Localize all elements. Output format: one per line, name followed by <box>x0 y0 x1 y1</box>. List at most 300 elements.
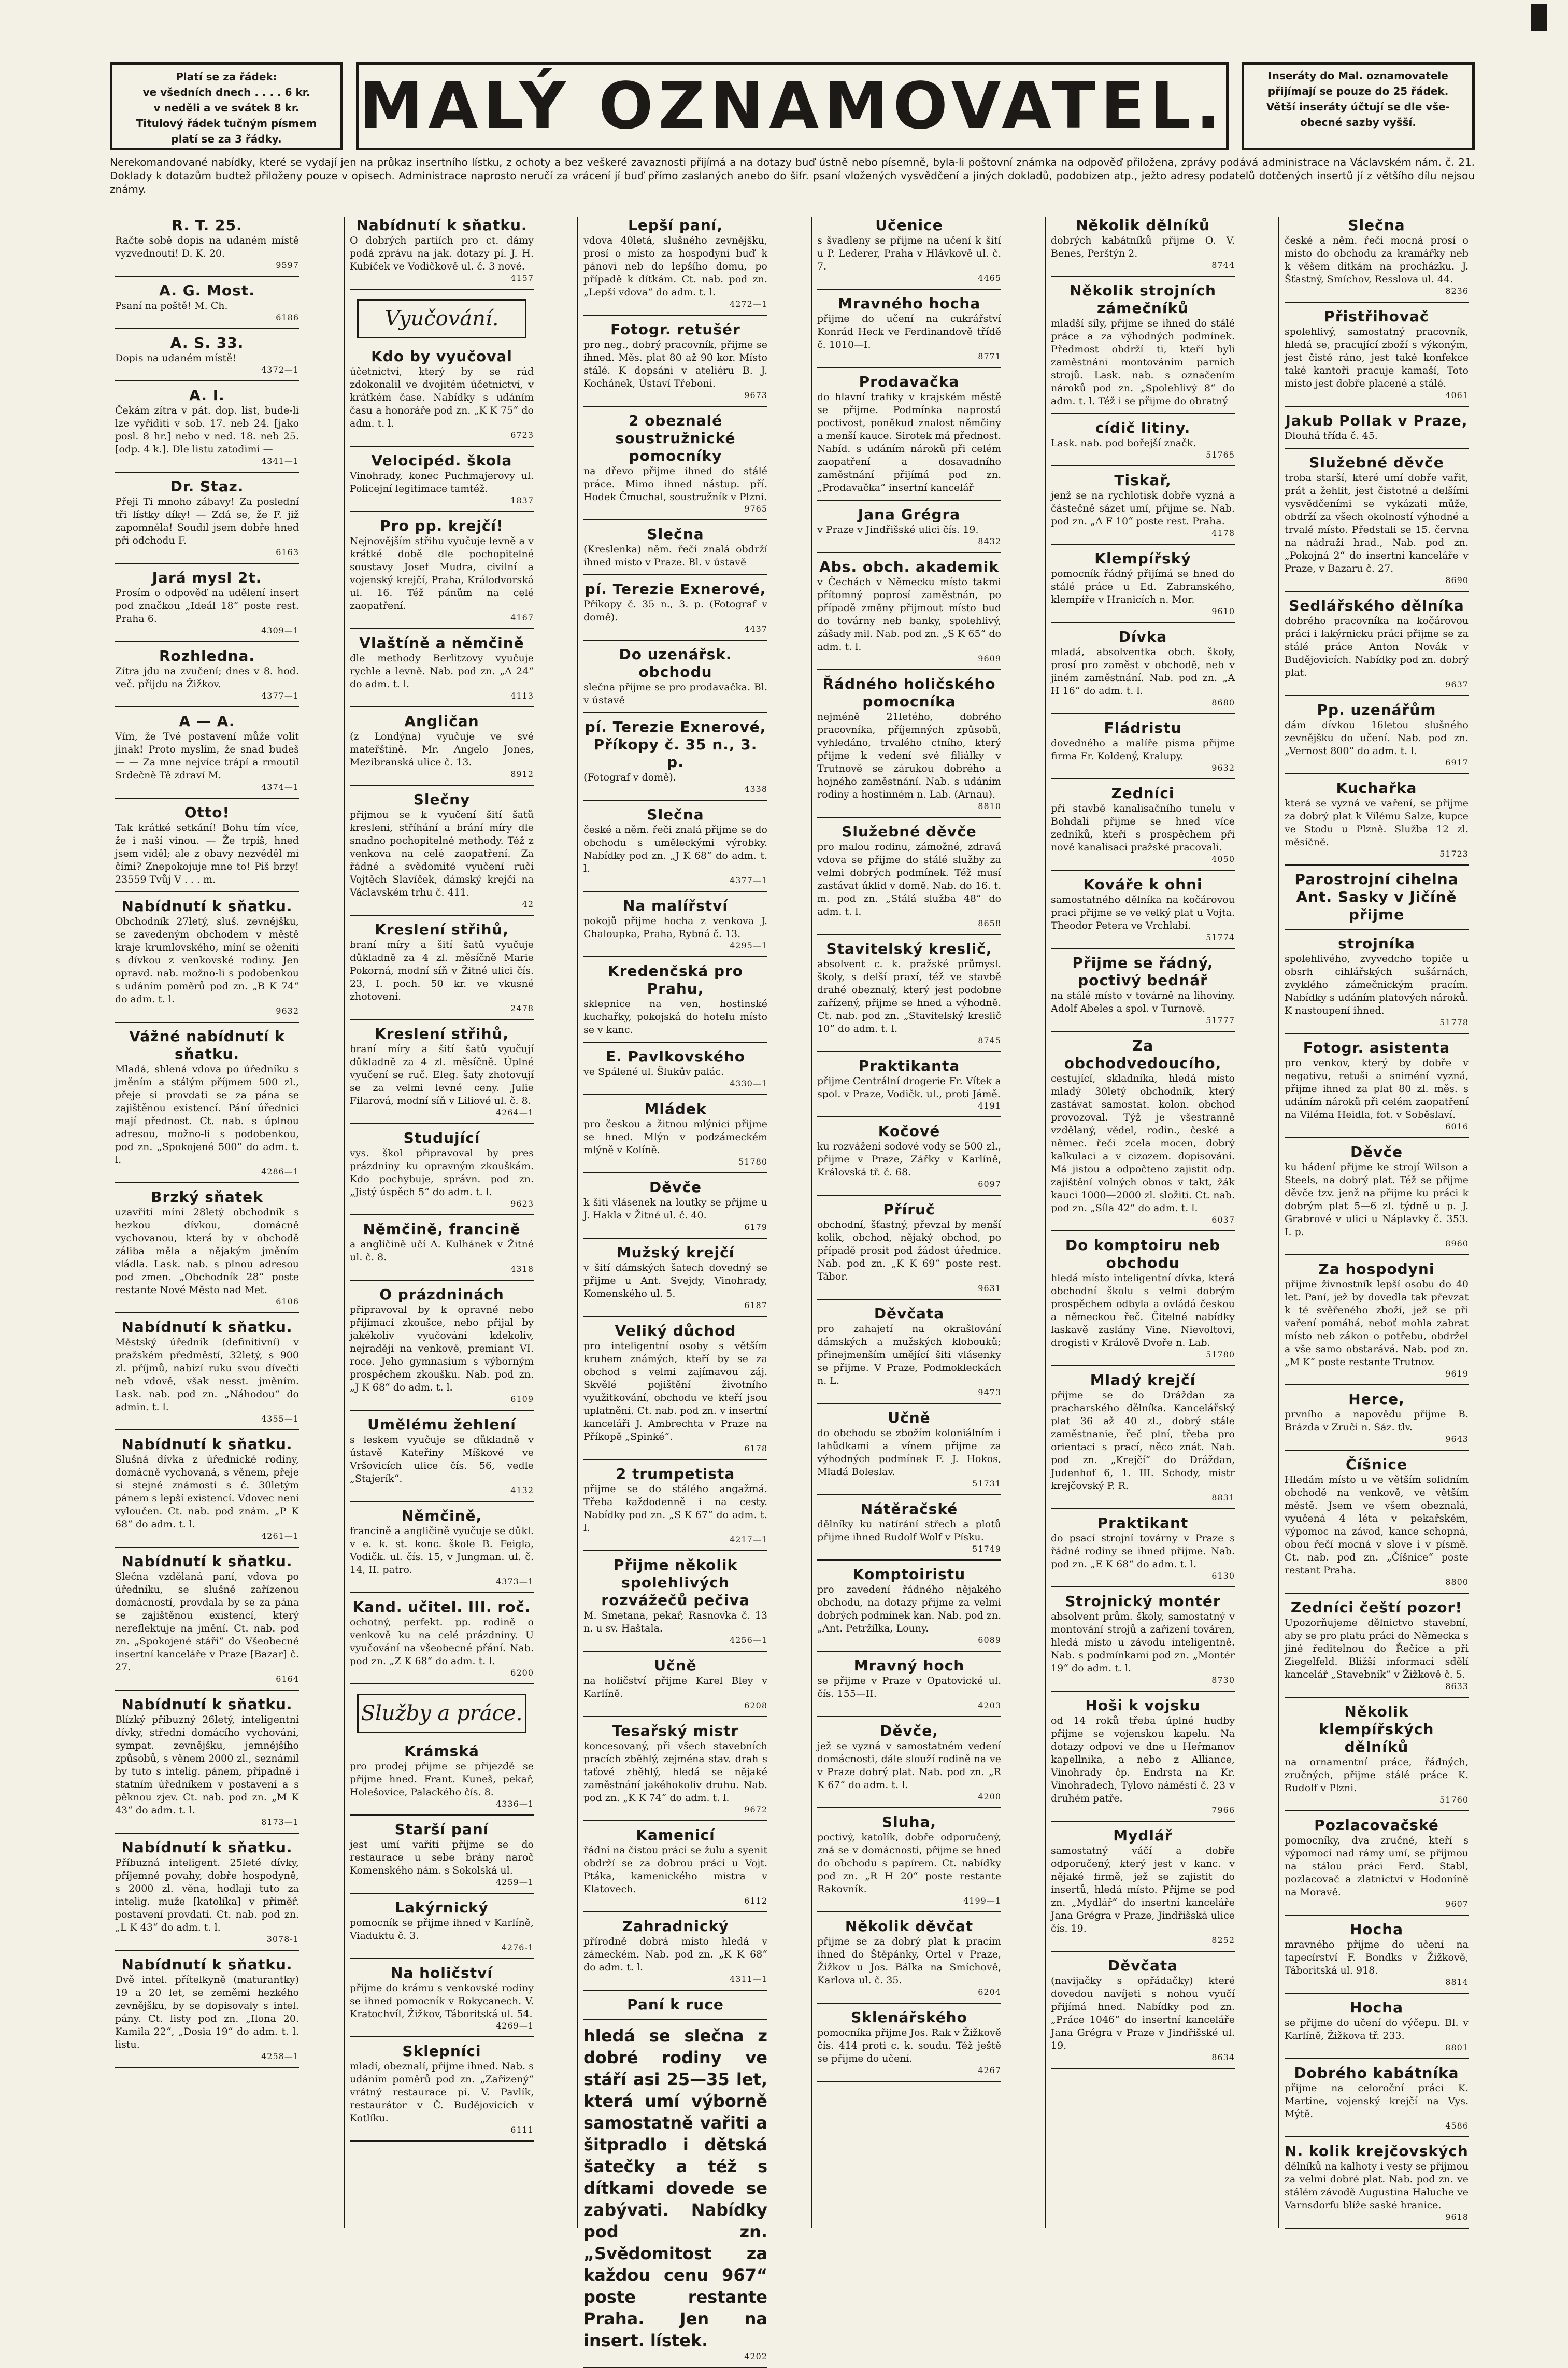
ad-body: absolvent prům. školy, samostatný v montování strojů a zařízení továren, hledá místo u závodu inteligentně. Nab. s podmínkami pod zn. „Montér 19“ do adm. t. l. <box>1051 1611 1235 1674</box>
classified-ad <box>1285 1039 1469 1132</box>
ad-code: 8801 <box>1445 2043 1469 2052</box>
ad-body: Vím, že Tvé postavení může volit jinak! Proto myslím, že snad budeš — — Za mne nejvíce trápí a rmoutil Srdečně Tě zdraví M. <box>115 731 299 781</box>
ad-body: přijme se za dobrý plat k pracím ihned do Štěpánky, Ortel v Praze, Žižkov u Jos. Bálka na Smíchově, Karlova ul. č. 35. <box>817 1936 1001 1986</box>
classified-ad <box>1051 628 1235 708</box>
ad-divider <box>583 574 767 575</box>
classified-ad <box>350 1286 534 1405</box>
classified-ad <box>583 962 767 1037</box>
ad-divider <box>350 1893 534 1894</box>
classified-ad <box>583 1556 767 1646</box>
ad-body: v Čechách v Německu místo takmi přítomný poprosí zaměstnán, po případě změny přijmout místo bud do továrny neb banky, spolehlivý, zášady mil. Nab. pod zn. „S K 65“ do adm. t. l. <box>817 576 1001 653</box>
ad-title: Fotogr. asistenta <box>1303 1039 1450 1056</box>
ad-body: Nejnovějším střihu vyučuje levně a v krátké době dle pochopitelné soustavy Josef Mudra, civilní a vojenský krejčí, Praha, Králodvorská ul. 16. Též pánům na celé zaopatření. <box>350 535 534 612</box>
ad-divider <box>350 1592 534 1593</box>
ad-code: 9610 <box>1211 606 1235 616</box>
ad-divider <box>817 1559 1001 1561</box>
ad-divider <box>583 1459 767 1460</box>
classified-ad <box>1051 1593 1235 1685</box>
ad-code: 4286—1 <box>261 1167 299 1176</box>
ad-body: ku hádení přijme ke strojí Wilson a Steels, na dobrý plat. Též se přijme děvče tzv. jenž na přijme ku práci k dobrým plat 5—6 zl. týdně u p. J. Grabrové v ulici u Náplavky č. 353. I. p. <box>1285 1161 1469 1238</box>
ad-body: s švadleny se přijme na učení k šití u P. Lederer, Praha v Hlávkově ul. č. 7. <box>817 235 1001 272</box>
ad-divider <box>1285 591 1469 592</box>
ad-title: Několik dělníků <box>1076 217 1210 234</box>
ad-divider <box>1051 622 1235 623</box>
ad-code: 51780 <box>738 1157 767 1167</box>
ad-title: A. G. Most. <box>159 282 255 299</box>
ad-code: 51760 <box>1439 1795 1469 1805</box>
price-box <box>110 62 343 150</box>
ad-body: Lask. nab. pod bořejší značk. <box>1051 437 1196 449</box>
ad-code: 4202 <box>744 2351 767 2361</box>
ad-divider <box>583 1238 767 1239</box>
ad-divider <box>1051 870 1235 871</box>
ad-code: 4217—1 <box>730 1535 767 1544</box>
classified-ad <box>1051 1037 1235 1225</box>
ad-body: mravného přijme do učení na tapecírství F. Bondks v Žižkově, Táboritská ul. 918. <box>1285 1939 1469 1976</box>
classified-ad <box>350 1507 534 1587</box>
ad-divider <box>115 472 299 473</box>
ad-divider <box>1285 1254 1469 1255</box>
classified-ad <box>1051 217 1235 271</box>
ad-body: do hlavní trafiky v krajském městě se přijme. Podmínka naprostá poctivost, poněkud znalost němčiny a menší kauce. Sirotek má přednost. Nabíd. s udáním nároků při celém zaopatření a dosavadního zaměstnání přijímá pod zn. „Prodavačka“ insertní kancelář <box>817 391 1001 493</box>
ad-divider <box>115 1182 299 1183</box>
ad-divider <box>350 915 534 916</box>
price-line: Titulový řádek tučným písmem <box>136 117 317 130</box>
ad-divider <box>583 956 767 957</box>
ad-divider <box>583 640 767 641</box>
ad-body: (z Londýna) vyučuje ve své mateřštině. Mr. Angelo Jones, Mezibranská ulice č. 13. <box>350 731 534 768</box>
ad-body: pomocníky, dva zručné, kteří s výpomocí nad rámy umí, se přijmou na stálou práci Ferd. Stabl, pozlacovač a zlatnictví v Hodoníně na Moravě. <box>1285 1835 1469 1898</box>
ad-title: Mladý krejčí <box>1090 1371 1196 1388</box>
ad-body: Upozorňujeme dělnictvo stavební, aby se pro platu práci do Německa s jiné ředitelnou do Řečice a při Ziegelfeld. Bližší informaci sdělí kancelář „Stavebník“ v Žižkově č. 5. <box>1285 1617 1469 1680</box>
ad-divider <box>817 1116 1001 1117</box>
ad-title: Kreslení střihů, <box>375 1025 509 1042</box>
ad-divider <box>817 552 1001 553</box>
ad-divider <box>350 1123 534 1124</box>
ad-divider <box>817 1716 1001 1717</box>
ad-title: Číšnice <box>1346 1456 1407 1473</box>
ad-divider <box>1051 1691 1235 1692</box>
ad-title: Za hospodyni <box>1318 1260 1435 1278</box>
ad-code: 51780 <box>1206 1350 1235 1359</box>
ad-title: Dobrého kabátníka <box>1294 2064 1459 2081</box>
ad-title: Slečna <box>647 526 704 543</box>
ad-title: Veliký důchod <box>615 1322 736 1339</box>
ad-body: připravoval by k opravné nebo přijímací zkoušce, nebo přijal by jakékoliv vyučování kdekoliv, nejraději na venkově, premiant VI. roce. Jeho gymnasium s výborným prospěchem zkoušku. Nab. pod zn. „J K 68“ do adm. t. l. <box>350 1304 534 1393</box>
ad-body: obchodní, šťastný, převzal by menší kolik, obchod, nějaký obchod, po případě prosit pod žádost úřednice. Nab. pod zn. „K K 69“ poste rest. Tábor. <box>817 1219 1001 1282</box>
ad-body: troba starší, které umí dobře vařit, prát a žehlit, jest čistotné a delšími vysvědčeními se vykázati může, obdrží za všech okolností výhodné a trvalé místo. Předstali se 15. června na nádraží hrad., Nab. pod zn. „Pokojná 2“ do insertní kanceláře v Praze, v Bazaru č. 27. <box>1285 472 1469 574</box>
ad-code: 6106 <box>276 1297 299 1307</box>
classified-ad <box>115 387 299 466</box>
ad-title: Strojnický montér <box>1065 1593 1221 1610</box>
ad-title: Učně <box>888 1409 931 1426</box>
section-heading: Vyučování. <box>357 299 526 338</box>
ad-code: 4295—1 <box>730 941 767 951</box>
ad-divider <box>1285 2058 1469 2059</box>
ad-code: 4311—1 <box>730 1974 767 1984</box>
ad-body: (Kreslenka) něm. řeči znalá obdrží ihned místo v Praze. Bl. v ústavě <box>583 544 767 568</box>
classified-ad <box>583 580 767 634</box>
ad-body: pro malou rodinu, zámožné, zdravá vdova se přijme do stálé služby za velmi dobrých podmínek. Též musí zastávat úklid v domě. Nab. do 16. t. m. pod zn. „Stálá služba 48“ do adm. t. l. <box>817 841 1001 917</box>
ad-divider <box>1285 1450 1469 1451</box>
ad-divider <box>350 446 534 447</box>
classified-ad <box>583 1465 767 1545</box>
classified-ad <box>350 713 534 779</box>
classified-ad <box>115 1553 299 1684</box>
ad-title: Angličan <box>404 713 479 730</box>
classified-ad <box>1051 1957 1235 2063</box>
ad-body: (Fotograf v domě). <box>583 772 676 783</box>
ad-title: Pozlacovačské <box>1314 1817 1439 1834</box>
ad-title: Fotogr. retušér <box>610 321 740 338</box>
ad-divider <box>817 669 1001 670</box>
ad-title: pí. Terezie Exnerové, <box>585 580 766 598</box>
ad-divider <box>1285 2228 1469 2229</box>
ad-title: Na malířství <box>622 897 729 914</box>
classified-ad <box>350 1221 534 1274</box>
column-2 <box>344 217 539 2228</box>
ad-title: Jana Grégra <box>858 506 961 523</box>
ad-title: Přijme několik spolehlivých rozvážečů pečiva <box>601 1556 750 1609</box>
ad-body: přijme živnostník lepší osobu do 40 let. Paní, jež by dovedla tak převzat k té svěřeného zboží, jež se při vaření pomáhá, neboť mohla zabrat místo neb zákon o potřebu, obdržel a vše samo obstarává. Nab. pod zn. „M K“ poste restante Trutnov. <box>1285 1279 1469 1368</box>
classified-ad <box>583 1722 767 1815</box>
ad-divider <box>1285 1593 1469 1594</box>
ad-divider <box>1285 864 1469 866</box>
ad-divider <box>817 289 1001 290</box>
ad-title: Slečny <box>413 791 471 808</box>
ad-divider <box>1051 713 1235 714</box>
ad-body: mladší síly, přijme se ihned do stálé práce a za výhodných podmínek. Předmost obdrží ti, kteří byli zaměstnáni montováním parních strojů. Lask. nab. s označením nároků pod zn. „Spolehlivý 8“ do adm. t. l. Též i se přijme do obratný <box>1051 318 1235 407</box>
ad-divider <box>583 1990 767 1991</box>
ad-body: Dlouhá třída č. 45. <box>1285 430 1378 442</box>
ad-body: vys. škol připravoval by pres prázdniny ku opravným zkouškám. Kdo pochybuje, správn. pod zn. „Jistý úspěch 5“ do adm. t. l. <box>350 1147 534 1198</box>
ad-divider <box>350 511 534 512</box>
ad-body: uzavřití míní 28letý obchodník s hezkou dívkou, domácně vychovanou, která by v obchodě záliba měla a nějakým jměním vládla. Lask. nab. s plnou adresou pod zmen. „Obchodník 28“ poste restante Nové Město nad Met. <box>115 1207 299 1296</box>
ad-divider <box>350 1958 534 1959</box>
ad-title: Parostrojní cihelna Ant. Sasky v Jičíně přijme <box>1294 871 1459 923</box>
ad-code: 8771 <box>978 351 1001 361</box>
ad-code: 4269—1 <box>496 2021 534 2031</box>
classified-ad <box>1285 308 1469 401</box>
classified-ad <box>583 1996 767 2013</box>
classified-ad <box>583 526 767 569</box>
ad-title: pí. Terezie Exnerové, Příkopy č. 35 n., 3. p. <box>585 718 766 771</box>
ad-divider <box>817 1911 1001 1912</box>
classified-ad <box>1051 1697 1235 1816</box>
ad-code: 4178 <box>1211 528 1235 538</box>
ad-code: 6186 <box>276 313 299 322</box>
ad-body: přijme se do stálého angažmá. Třeba každodenně i na cesty. Nabídky pod zn. „S K 67“ do adm. t. l. <box>583 1483 767 1534</box>
ad-divider <box>817 817 1001 818</box>
ad-title: Sluha, <box>881 1813 937 1831</box>
ad-body: vdova 40letá, slušného zevnějšku, prosí o místo za hospodyni buď k pánovi neb do lepšího domu, po případě k dítkám. Ct. nab. pod zn. „Lepší vdova“ do adm. t. l. <box>583 235 767 298</box>
ad-body: se přijme do učení do výčepu. Bl. v Karlíně, Žižkova tř. 233. <box>1285 2017 1469 2041</box>
ad-divider <box>1285 302 1469 303</box>
classified-ad <box>817 1123 1001 1189</box>
ad-code: 9632 <box>1211 763 1235 773</box>
ad-title: Nabídnutí k sňatku. <box>121 1839 293 1856</box>
ad-title: Na holičství <box>391 1964 493 1981</box>
ad-divider <box>1051 2068 1235 2069</box>
classified-ad <box>817 558 1001 664</box>
ad-code: 4374—1 <box>261 782 299 792</box>
ad-code: 4330—1 <box>730 1079 767 1088</box>
classified-ad <box>1285 2064 1469 2131</box>
ad-body: pomocníka přijme Jos. Rak v Žižkově čís. 414 proti c. k. soudu. Též ještě se přijme do učení. <box>817 2027 1001 2064</box>
ad-code: 9643 <box>1445 1434 1469 1444</box>
ad-body: Tak krátké setkání! Bohu tím více, že i naší vinou. — Že trpíš, hned jsem viděl; ale z obavy nezvěděl mi čími? Znepokojuje mne to! Piš brzy! 23559 Tvůj V . . . m. <box>115 822 299 885</box>
ad-body: pro neg., dobrý pracovník, přijme se ihned. Měs. plat 80 až 90 kor. Místo stálé. K dopsáni v ateliéru B. J. Kochánek, Ústaví Třeboni. <box>583 339 767 389</box>
ad-divider <box>1285 1384 1469 1385</box>
ad-divider <box>1051 1508 1235 1509</box>
ad-title: Starší paní <box>394 1821 489 1838</box>
ad-divider <box>1285 1810 1469 1811</box>
classified-ad <box>583 217 767 309</box>
classified-ad <box>1285 701 1469 768</box>
ad-body: prvního a napovědu přijme B. Brázda v Zruči n. Sáz. tlv. <box>1285 1409 1469 1433</box>
classified-ad <box>817 1201 1001 1294</box>
ad-body: Obchodník 27letý, sluš. zevnějšku, se zavedeným obchodem v městě kraje krumlovského, míní se oženiti s dívkou z venkovské rodiny. Jen opravd. nab. možno-li s podobenkou s udáním poměrů pod zn. „B K 74“ do adm. t. l. <box>115 916 299 1005</box>
ad-divider <box>817 1494 1001 1495</box>
classified-ad <box>583 646 767 707</box>
ad-divider <box>115 1429 299 1430</box>
column-6 <box>1278 217 1474 2228</box>
ad-code: 6109 <box>510 1394 534 1404</box>
ad-title: Prodavačka <box>859 373 960 390</box>
ad-divider <box>583 800 767 801</box>
ad-title: Lepší paní, <box>628 217 723 234</box>
ad-code: 9632 <box>276 1006 299 1016</box>
classified-ad <box>1285 1391 1469 1444</box>
classified-ad <box>115 1436 299 1541</box>
ad-title: Kdo by vyučoval <box>371 348 512 365</box>
ad-title: Vážné nabídnutí k sňatku. <box>129 1028 285 1062</box>
classified-ad <box>583 1048 767 1089</box>
classified-ad <box>115 1188 299 1307</box>
column-5 <box>1045 217 1240 2228</box>
ad-code: 4191 <box>978 1101 1001 1111</box>
ad-title: Nabídnutí k sňatku. <box>121 1436 293 1453</box>
ad-body: přijmou se k vyučení šití šatů kresleni, stříhání a brání míry dle snadno pochopitelné methody. Též z venkova na celé zaopatření. Za řádné a svědomité vyučení ručí Vojtěch Slavíček, dámský krejčí na Václavském trhu č. 411. <box>350 809 534 898</box>
classified-ad <box>1051 419 1235 460</box>
ad-body: samostatného dělníka na kočárovou praci přijme se ve velký plat u Vojta. Theodor Petera ve Vrchlabí. <box>1051 894 1235 931</box>
ad-body: samostatný váčí a dobře odporučený, který jest v kanc. v nějaké firmě, jež se zajistit do insertů, hledá místo. Přijme se pod zn. „Mydlář“ do insertní kanceláře Jana Grégra v Praze, Jindřišská ulice čís. 19. <box>1051 1845 1235 1934</box>
ad-code: 6200 <box>510 1668 534 1678</box>
classified-ad <box>350 1025 534 1118</box>
classified-ad <box>817 217 1001 283</box>
ad-body: jenž se na rychlotisk dobře vyzná a částečně sázet umí, přijme se. Nab. pod zn. „A F 10“ poste rest. Praha. <box>1051 490 1235 527</box>
classified-ad <box>350 517 534 623</box>
ad-title: Otto! <box>184 804 230 821</box>
classified-ad <box>583 718 767 795</box>
ad-body: absolvent c. k. pražské průmysl. školy, s delší praxí, též ve stavbě drahé obeznalý, který jest podobne zařízený, přijme se hned a výhodně. Ct. nab. pod zn. „Stavitelský kreslič 10“ do adm. t. l. <box>817 958 1001 1034</box>
ad-code: 4259—1 <box>496 1877 534 1887</box>
classified-ad <box>350 634 534 701</box>
ad-divider <box>583 1716 767 1717</box>
ad-code: 6164 <box>276 1674 299 1684</box>
ad-title: Němčině, <box>401 1507 482 1524</box>
classified-ad <box>817 2009 1001 2076</box>
ad-title: Nabídnutí k sňatku. <box>121 898 293 915</box>
ad-divider <box>1051 465 1235 466</box>
classified-ad <box>817 675 1001 812</box>
ad-divider <box>817 1651 1001 1652</box>
ad-title: Tesařský mistr <box>612 1722 739 1739</box>
ad-body: pokojů přijme hocha z venkova J. Chaloupka, Praha, Rybná č. 13. <box>583 915 767 940</box>
classified-ad <box>1285 217 1469 296</box>
ad-title: Služebné děvče <box>1309 454 1444 471</box>
page-edge-mark <box>1531 4 1547 31</box>
ad-code: 9623 <box>510 1199 534 1209</box>
ad-title: Kováře k ohni <box>1083 876 1203 893</box>
ad-title: Děvče, <box>880 1722 938 1739</box>
ad-divider <box>1285 1033 1469 1034</box>
ad-body: pomocník řádný přijímá se hned do stálé práce u Ed. Zabranského, klempíře v Hranicích n. Mor. <box>1051 568 1235 605</box>
column-1 <box>110 217 304 2228</box>
ad-title: Za obchodvedoucího, <box>1064 1037 1222 1072</box>
ad-code: 51723 <box>1439 849 1469 859</box>
ad-code: 8800 <box>1445 1577 1469 1587</box>
classified-ad <box>583 1826 767 1906</box>
classified-ad <box>350 1964 534 2031</box>
ad-title: Kreslení střihů, <box>375 921 509 938</box>
ad-code: 8745 <box>978 1036 1001 1045</box>
ad-title: Kuchařka <box>1336 779 1417 797</box>
ad-title: Paní k ruce <box>627 1996 724 2013</box>
ad-title: Přijme se řádný, poctivý bednář <box>1072 954 1214 989</box>
ad-code: 4355—1 <box>261 1414 299 1424</box>
classified-ad <box>115 1839 299 1945</box>
ad-body: (navijačky s opřádačky) které dovedou navíjeti s nohou vyučí přijímá hned. Nabídky pod zn. „Práce 1046“ do insertní kanceláře Jana Grégra v Praze v Jindřišské ul. 19. <box>1051 1975 1235 2051</box>
ad-divider <box>1285 929 1469 930</box>
ad-code: 4437 <box>744 624 767 634</box>
ad-title: Kredenčská pro Prahu, <box>607 962 744 997</box>
classified-ad <box>1051 719 1235 773</box>
ad-divider <box>350 1501 534 1502</box>
ad-divider <box>817 934 1001 935</box>
ad-title: cídič litiny. <box>1095 419 1191 436</box>
ad-code: 8814 <box>1445 1977 1469 1987</box>
ad-code: 3078-1 <box>266 1934 299 1944</box>
ad-divider <box>583 1820 767 1821</box>
ad-body: pro venkov, který by dobře v negativu, retuši a sniméní vyzná, přijme ihned za plat 80 zl. měs. s udáním nároků při celém zaopatření na Viléma Heidla, fot. v Soběslaví. <box>1285 1057 1469 1121</box>
ad-divider <box>817 1807 1001 1808</box>
ad-divider <box>1051 1031 1235 1032</box>
ad-body: spolehlivý, samostatný pracovník, hledá se, pracující zboží s výkoným, jest čisté ráno, jest také konfekce také kantoři pracuje kamaší, Toto místo jest dobře placené a stálé. <box>1285 326 1469 389</box>
ad-code: 8252 <box>1211 1935 1235 1945</box>
classified-ad <box>583 321 767 401</box>
ad-code: 4132 <box>510 1485 534 1495</box>
ads-info-line: obecné sazby vyšší. <box>1300 116 1416 129</box>
ad-code: 4465 <box>978 273 1001 283</box>
ad-title: Nabídnutí k sňatku. <box>121 1318 293 1336</box>
ad-body: slečna přijme se pro prodavačka. Bl. v ústavě <box>583 682 767 706</box>
ad-body: Hledám místo u ve větším solidním obchodě na venkově, ve větším městě. Jsem ve všem obeznalá, vyučená 4 léta v pekařském, výpomoc na závod, kance schopná, obou řečí mocná v slove i v písmě. Ct. nab. pod zn. „Číšnice“ poste restant Praha. <box>1285 1474 1469 1576</box>
ad-title: Kamenicí <box>636 1826 715 1844</box>
classified-ad <box>1051 1237 1235 1360</box>
classified-columns <box>110 217 1475 2361</box>
ad-divider <box>115 891 299 892</box>
ad-divider <box>1051 1230 1235 1231</box>
classified-ad <box>350 1742 534 1809</box>
ad-divider <box>583 1094 767 1095</box>
classified-ad <box>583 1657 767 1711</box>
ad-body: Zítra jdu na zvučení; dnes v 8. hod. več. přijdu na Žižkov. <box>115 665 299 690</box>
ad-title: Tiskař, <box>1114 472 1172 489</box>
column-3 <box>577 217 773 2361</box>
ad-divider <box>583 1651 767 1652</box>
ad-title: Kand. učitel. III. roč. <box>352 1598 531 1615</box>
classified-ad <box>1051 282 1235 408</box>
ad-body: na dřevo přijme ihned do stálé práce. Mimo ihned nástup. pří. Hodek Čmuchal, soustružník v Plzni. <box>583 465 767 503</box>
price-line: Platí se za řádek: <box>176 70 277 83</box>
classified-ad <box>350 1899 534 1953</box>
ad-code: 9597 <box>276 260 299 270</box>
ad-title: Slečna <box>647 806 704 823</box>
ad-code: 8912 <box>510 769 534 779</box>
ad-divider <box>115 380 299 381</box>
ad-code: 8960 <box>1445 1239 1469 1249</box>
ad-body: k šiti vlásenek na loutky se přijme u J. Hakla v Žitné ul. č. 40. <box>583 1197 767 1221</box>
ad-body: Slušná dívka z úřednické rodiny, domácně vychovaná, s věnem, přeje si stejné známosti s č. 30letým pánem s lepší existencí. Vdovec není vyloučen. Ct. nab. pod znám. „P K 68“ do adm. t. l. <box>115 1454 299 1530</box>
ad-divider <box>1285 1697 1469 1698</box>
ad-divider <box>817 2081 1001 2082</box>
ad-divider <box>1051 1821 1235 1822</box>
ad-body: dělníky ku natírání střech a plotů přijme ihned Rudolf Wolf v Písku. <box>817 1519 1001 1543</box>
ad-body: dobrých kabátníků přijme O. V. Benes, Perštýn 2. <box>1051 235 1235 259</box>
ad-divider <box>1285 2136 1469 2137</box>
classified-ad <box>350 2043 534 2135</box>
ad-body: přijme na celoroční práci K. Martine, vojenský krejčí na Vys. Mýtě. <box>1285 2082 1469 2120</box>
classified-ad <box>350 217 534 283</box>
ad-body: do obchodu se zbožím koloniálním i lahůdkami a vínem přijme za výhodných podmínek F. J. Hokos, Mladá Boleslav. <box>817 1427 1001 1478</box>
classified-ad <box>1285 1599 1469 1692</box>
ad-code: 4200 <box>978 1792 1001 1802</box>
ad-body: ochotný, perfekt. pp. rodině o venkově ku na celé prázdniny. U vyučování na všeobecné přání. Nab. pod zn. „Z K 68“ do adm. t. l. <box>350 1617 534 1667</box>
ad-divider <box>1285 1137 1469 1138</box>
ad-code: 8690 <box>1445 575 1469 585</box>
classified-ad <box>1051 550 1235 617</box>
ad-code: 4373—1 <box>496 1577 534 1586</box>
ads-info-line: Větší inseráty účtují se dle vše- <box>1266 101 1450 113</box>
ad-code: 9618 <box>1445 2212 1469 2222</box>
classified-ad <box>817 1305 1001 1398</box>
ad-body: Račte sobě dopis na udaném místě vyzvednouti! D. K. 20. <box>115 235 299 259</box>
ad-title: Pro pp. krejčí! <box>380 517 504 534</box>
classified-ad <box>115 898 299 1016</box>
classified-ad <box>817 1722 1001 1802</box>
classified-ad <box>583 1179 767 1232</box>
ad-title: Sedlářského dělníka <box>1289 597 1464 614</box>
ad-title: Několik klempířských dělníků <box>1319 1703 1434 1755</box>
ad-body: Vinohrady, konec Puchmajerovy ul. Policejní legitimace tamtéž. <box>350 470 534 494</box>
ad-code: 51777 <box>1206 1015 1235 1025</box>
ad-body: dle methody Berlitzovy vyučuje rychle a levně. Nab. pod zn. „A 24“ do adm. t. l. <box>350 653 534 690</box>
ad-divider <box>115 1022 299 1023</box>
classified-ad <box>1051 1371 1235 1503</box>
classified-ad <box>817 1057 1001 1111</box>
price-line: v neděli a ve svátek 8 kr. <box>153 102 300 114</box>
ad-body: O dobrých partiích pro ct. dámy podá zprávu na jak. dotazy pí. J. H. Kubíček ve Vodičkově ul. č. 3 nové. <box>350 235 534 272</box>
ad-title: Studující <box>403 1129 480 1146</box>
ad-title: Nabídnutí k sňatku. <box>356 217 528 234</box>
ad-code: 4261—1 <box>261 1531 299 1541</box>
ad-body: účetnictví, který by se rád zdokonalil ve dvojitém účetnictví, v krátkém čase. Nabídky s udáním času a honoráře pod zn. „K K 75“ do adm. t. l. <box>350 366 534 429</box>
classified-ad <box>583 1100 767 1167</box>
ad-code: 4061 <box>1445 390 1469 400</box>
ad-code: 8730 <box>1211 1675 1235 1685</box>
ad-title: Dívka <box>1118 628 1167 645</box>
